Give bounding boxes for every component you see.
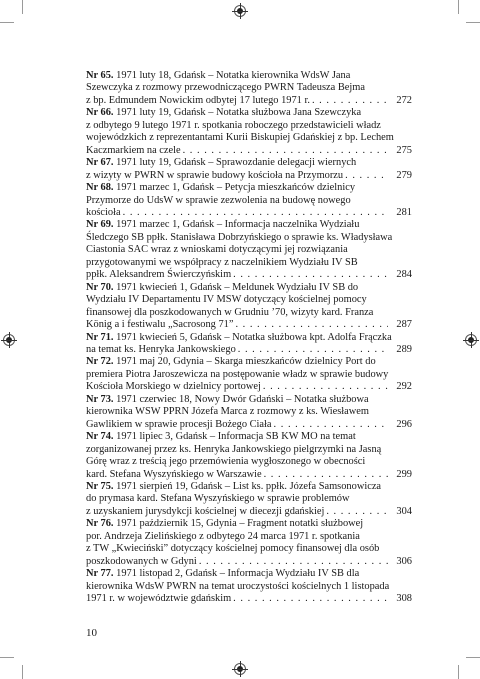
dot-leader [233, 269, 388, 281]
document-description: wojewódzkich z reprezentantami Kurii Biskupiej Gdańskiej z bp. Lechem [86, 132, 394, 144]
dot-leader [312, 95, 388, 107]
document-number: Nr 69. [86, 219, 114, 231]
dot-leader [345, 170, 388, 182]
toc-page-number: 304 [396, 505, 412, 517]
toc-entry[interactable] [86, 568, 412, 605]
toc-entry-line [86, 332, 412, 344]
toc-entry-line [86, 307, 412, 319]
toc-entry-line [86, 431, 412, 443]
crop-mark [466, 657, 480, 658]
document-description: kierownika WdsW PWRN na temat uroczystości kościelnych 1 listopada [86, 580, 390, 592]
dot-leader [235, 319, 388, 331]
document-number: Nr 67. [86, 157, 114, 169]
toc-entry-line [86, 244, 412, 256]
toc-entry[interactable] [86, 182, 412, 219]
document-number: Nr 65. [86, 70, 114, 81]
document-description: Wydziału IV Departamentu IV MSW dotyczący kościelnej pomocy [86, 294, 367, 306]
toc-entry-line [86, 82, 412, 94]
toc-entry-line [86, 195, 412, 207]
toc-entry[interactable] [86, 282, 412, 332]
page-number: 10 [86, 627, 97, 639]
dot-leader [199, 556, 388, 568]
document-description: 1971 maj 20, Gdynia – Skarga mieszkańców dzielnicy Port do [116, 356, 376, 368]
document-description: 1971 kwiecień 1, Gdańsk – Meldunek Wydziału IV SB do [116, 281, 359, 293]
toc-entry-line [86, 356, 412, 368]
document-description: na temat ks. Henryka Jankowskiego [86, 343, 236, 355]
dot-leader [233, 593, 388, 605]
dot-leader [263, 381, 388, 393]
toc-entry-line [86, 269, 412, 281]
document-description: przygotowanymi we współpracy z naczelnikiem Wydziału IV SB [86, 256, 358, 268]
document-description: Gawlikiem w sprawie procesji Bożego Ciała [86, 418, 272, 430]
document-number: Nr 75. [86, 480, 114, 492]
document-description: König a i festiwalu „Sacrosong 71” [86, 319, 234, 331]
toc-page-number: 292 [396, 381, 412, 393]
toc-entry-line [86, 556, 412, 568]
document-number: Nr 73. [86, 393, 114, 405]
toc-entry-line [86, 70, 412, 82]
toc-page-number: 284 [396, 269, 412, 281]
document-description: premiera Piotra Jaroszewicza na postępowanie władz w sprawie budowy [86, 368, 389, 380]
registration-mark-icon [234, 663, 246, 675]
toc-page-number: 306 [396, 555, 412, 567]
document-description: z TW „Kwieciński” dotyczący kościelnej pomocy finansowej dla osób [86, 543, 380, 555]
document-description: 1971 luty 19, Gdańsk – Notatka służbowa Jana Szewczyka [116, 107, 362, 119]
toc-entry-line [86, 581, 412, 593]
toc-entry-line [86, 469, 412, 481]
document-description: z odbytego 9 lutego 1971 r. spotkania roboczego przedstawicieli władz [86, 119, 381, 131]
toc-entry-line [86, 493, 412, 505]
registration-mark-icon [234, 5, 246, 17]
crop-mark [458, 0, 459, 14]
document-number: Nr 68. [86, 182, 114, 194]
document-number: Nr 76. [86, 518, 114, 530]
document-number: Nr 66. [86, 107, 114, 119]
toc-entry-line [86, 232, 412, 244]
crop-mark [458, 665, 459, 679]
toc-entry-line [86, 369, 412, 381]
toc-entry-line [86, 170, 412, 182]
toc-entry-line [86, 518, 412, 530]
document-description: finansowej dla poszkodowanych w Grudniu ’70, wizyty kard. Franza [86, 306, 374, 318]
toc-entry[interactable] [86, 518, 412, 568]
document-number: Nr 72. [86, 356, 114, 368]
toc-entry-line [86, 132, 412, 144]
document-description: Kaczmarkiem na czele [86, 144, 181, 156]
document-description: zorganizowanej przez ks. Henryka Jankowskiego pielgrzymki na Jasną [86, 443, 382, 455]
toc-entry-line [86, 543, 412, 555]
dot-leader [274, 419, 388, 431]
toc-page-number: 279 [396, 169, 412, 181]
document-description: 1971 marzec 1, Gdańsk – Petycja mieszkańców dzielnicy [116, 182, 356, 194]
document-description: do prymasa kard. Stefana Wyszyńskiego w sprawie problemów [86, 493, 350, 505]
dot-leader [326, 506, 388, 518]
document-description: z bp. Edmundem Nowickim odbytej 17 lutego 1971 r. [86, 94, 310, 106]
toc-entry-line [86, 406, 412, 418]
document-number: Nr 70. [86, 281, 114, 293]
document-description: Górę wraz z treścią jego przemówienia wygłoszonego w obecności [86, 456, 366, 468]
toc-entry[interactable] [86, 431, 412, 481]
crop-mark [22, 0, 23, 14]
toc-entry-line [86, 319, 412, 331]
document-description: kościoła [86, 206, 121, 218]
document-description: 1971 kwiecień 5, Gdańsk – Notatka służbowa kpt. Adolfa Frączka [116, 331, 392, 343]
toc-page-number: 289 [396, 343, 412, 355]
toc-entry-line [86, 506, 412, 518]
toc-page-number: 281 [396, 206, 412, 218]
toc-entry[interactable] [86, 157, 412, 182]
toc-entry-line [86, 593, 412, 605]
document-description: kard. Stefana Wyszyńskiego w Warszawie [86, 468, 262, 480]
document-description: por. Andrzeja Zielińskiego z odbytego 24 marca 1971 r. spotkania [86, 530, 360, 542]
toc-entry-line [86, 157, 412, 169]
toc-entry-line [86, 419, 412, 431]
toc-page-number: 308 [396, 593, 412, 605]
dot-leader [238, 344, 388, 356]
toc-page-number: 272 [396, 94, 412, 106]
toc-page-number: 287 [396, 319, 412, 331]
toc-entry-line [86, 294, 412, 306]
document-number: Nr 77. [86, 568, 114, 580]
toc-entry-line [86, 120, 412, 132]
toc-entry-line [86, 95, 412, 107]
toc-entry-line [86, 207, 412, 219]
toc-entry[interactable] [86, 107, 412, 157]
toc-entry-line [86, 456, 412, 468]
toc-entry[interactable] [86, 481, 412, 518]
toc-entry-line [86, 282, 412, 294]
document-description: Szewczyka z rozmowy przewodniczącego PWRN Tadeusza Bejma [86, 82, 365, 94]
document-description: 1971 luty 18, Gdańsk – Notatka kierownika WdsW Jana [116, 70, 351, 81]
crop-mark [22, 665, 23, 679]
dot-leader [264, 469, 388, 481]
document-description: 1971 sierpień 19, Gdańsk – List ks. ppłk. Józefa Samsonowicza [116, 480, 382, 492]
toc-entry-line [86, 568, 412, 580]
crop-mark [466, 22, 480, 23]
document-description: z wizyty w PWRN w sprawie budowy kościoła na Przymorzu [86, 169, 344, 181]
toc-entry[interactable] [86, 219, 412, 281]
document-description: poszkodowanych w Gdyni [86, 555, 197, 567]
table-of-contents [86, 70, 412, 605]
document-description: Przymorze do UdsW w sprawie zezwolenia na budowę nowego [86, 194, 351, 206]
document-description: 1971 październik 15, Gdynia – Fragment notatki służbowej [116, 518, 364, 530]
toc-entry-line [86, 481, 412, 493]
document-description: 1971 listopad 2, Gdańsk – Informacja Wydziału IV SB dla [116, 568, 360, 580]
document-description: 1971 luty 19, Gdańsk – Sprawozdanie delegacji wiernych [116, 157, 357, 169]
toc-entry-line [86, 381, 412, 393]
toc-entry-line [86, 531, 412, 543]
toc-page-number: 299 [396, 468, 412, 480]
toc-entry-line [86, 107, 412, 119]
document-number: Nr 71. [86, 331, 114, 343]
document-description: Śledczego SB ppłk. Stanisława Dobrzyńskiego o sprawie ks. Władysława [86, 231, 393, 243]
toc-entry[interactable] [86, 394, 412, 431]
toc-entry-line [86, 219, 412, 231]
dot-leader [123, 207, 388, 219]
toc-entry[interactable] [86, 356, 412, 393]
document-description: Ciastonia SAC wraz z wnioskami dotyczącymi jej rozwiązania [86, 244, 348, 256]
toc-entry-line [86, 145, 412, 157]
toc-entry[interactable] [86, 70, 412, 107]
document-description: z uzyskaniem jurysdykcji kościelnej w diecezji gdańskiej [86, 505, 325, 517]
document-description: 1971 r. w województwie gdańskim [86, 593, 232, 605]
toc-entry-line [86, 257, 412, 269]
toc-entry[interactable] [86, 332, 412, 357]
crop-mark [0, 22, 14, 23]
toc-entry-line [86, 344, 412, 356]
toc-entry-line [86, 182, 412, 194]
toc-page-number: 296 [396, 418, 412, 430]
dot-leader [183, 145, 388, 157]
document-description: kierownika WSW PPRN Józefa Marca z rozmowy z ks. Wiesławem [86, 406, 369, 418]
toc-page-number: 275 [396, 144, 412, 156]
document-description: Kościoła Morskiego w dzielnicy portowej [86, 381, 261, 393]
document-description: ppłk. Aleksandrem Świerczyńskim [86, 269, 232, 281]
document-description: 1971 czerwiec 18, Nowy Dwór Gdański – Notatka służbowa [116, 393, 369, 405]
document-description: 1971 marzec 1, Gdańsk – Informacja naczelnika Wydziału [116, 219, 360, 231]
document-description: 1971 lipiec 3, Gdańsk – Informacja SB KW MO na temat [116, 431, 356, 443]
registration-mark-icon [3, 334, 15, 346]
toc-entry-line [86, 444, 412, 456]
crop-mark [0, 657, 14, 658]
registration-mark-icon [465, 334, 477, 346]
document-number: Nr 74. [86, 431, 114, 443]
toc-entry-line [86, 394, 412, 406]
